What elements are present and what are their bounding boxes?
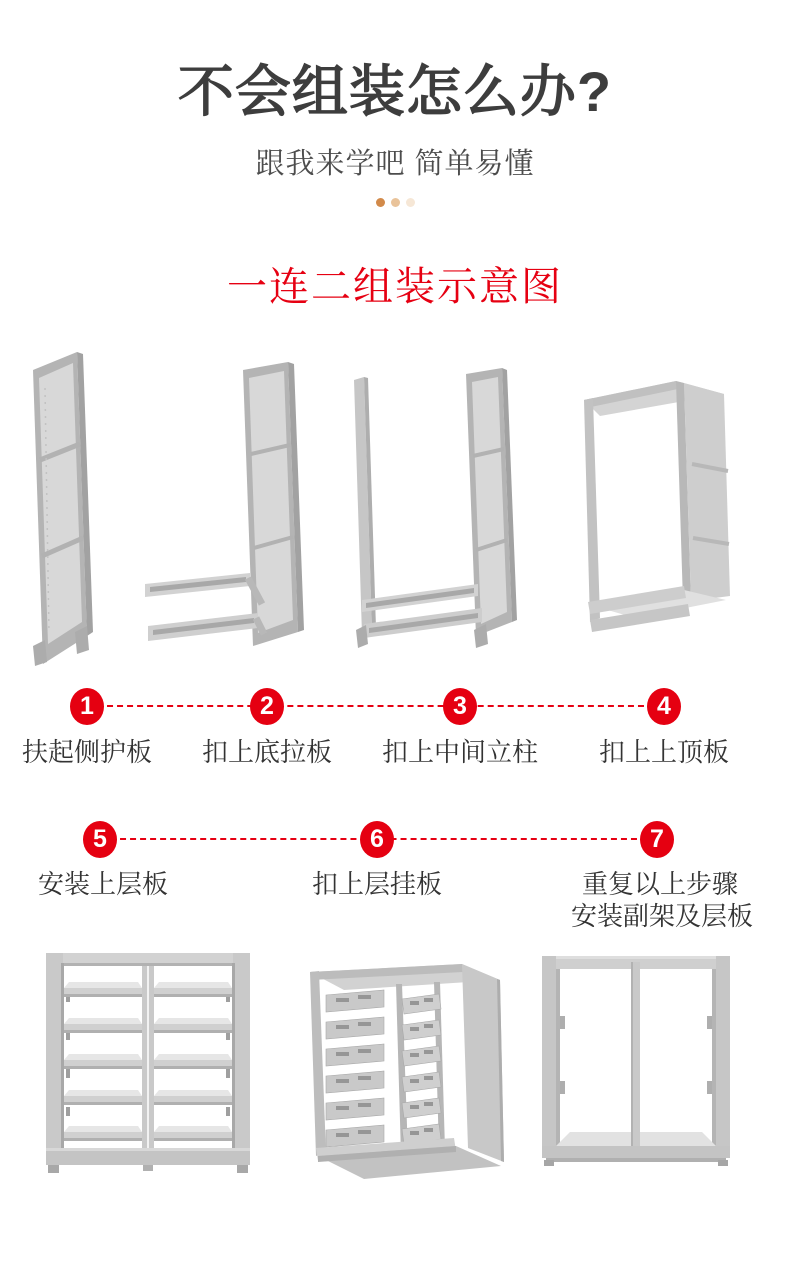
dot-icon	[391, 198, 400, 207]
step1-side-panel-illustration	[25, 348, 100, 668]
section-title: 一连二组装示意图	[227, 265, 563, 309]
step-label-1: 扶起侧护板	[21, 737, 153, 767]
step-badge-3: 3	[443, 688, 477, 725]
decor-dots	[0, 198, 790, 207]
dashed-connector-line	[87, 705, 664, 707]
step2-panel-with-rails-illustration	[140, 356, 305, 661]
step4-frame-with-top-plate-illustration	[580, 368, 737, 638]
step6-frame-with-hanging-plates-illustration	[304, 946, 512, 1183]
step-badge-4: 4	[647, 688, 681, 725]
step-label-3: 扣上中间立柱	[381, 737, 539, 767]
step-badge-5: 5	[83, 821, 117, 858]
step3-frame-with-middle-post-illustration	[346, 364, 518, 659]
page-subtitle: 跟我来学吧 简单易懂	[255, 148, 535, 180]
step-label-2: 扣上底拉板	[201, 737, 333, 767]
step-badge-7: 7	[640, 821, 674, 858]
step-badge-6: 6	[360, 821, 394, 858]
step-label-7-line2: 安装副架及层板	[570, 901, 754, 931]
step-badge-2: 2	[250, 688, 284, 725]
step-label-6: 扣上层挂板	[311, 869, 443, 899]
dot-icon	[376, 198, 385, 207]
step-badge-1: 1	[70, 688, 104, 725]
step5-double-shelf-illustration	[42, 945, 254, 1177]
step-label-4: 扣上上顶板	[598, 737, 730, 767]
page-title: 不会组装怎么办?	[177, 60, 613, 123]
dot-icon	[406, 198, 415, 207]
step-label-7-line1: 重复以上步骤	[581, 869, 739, 899]
step7-double-frame-illustration	[536, 946, 736, 1166]
step-label-5: 安装上层板	[37, 869, 169, 899]
